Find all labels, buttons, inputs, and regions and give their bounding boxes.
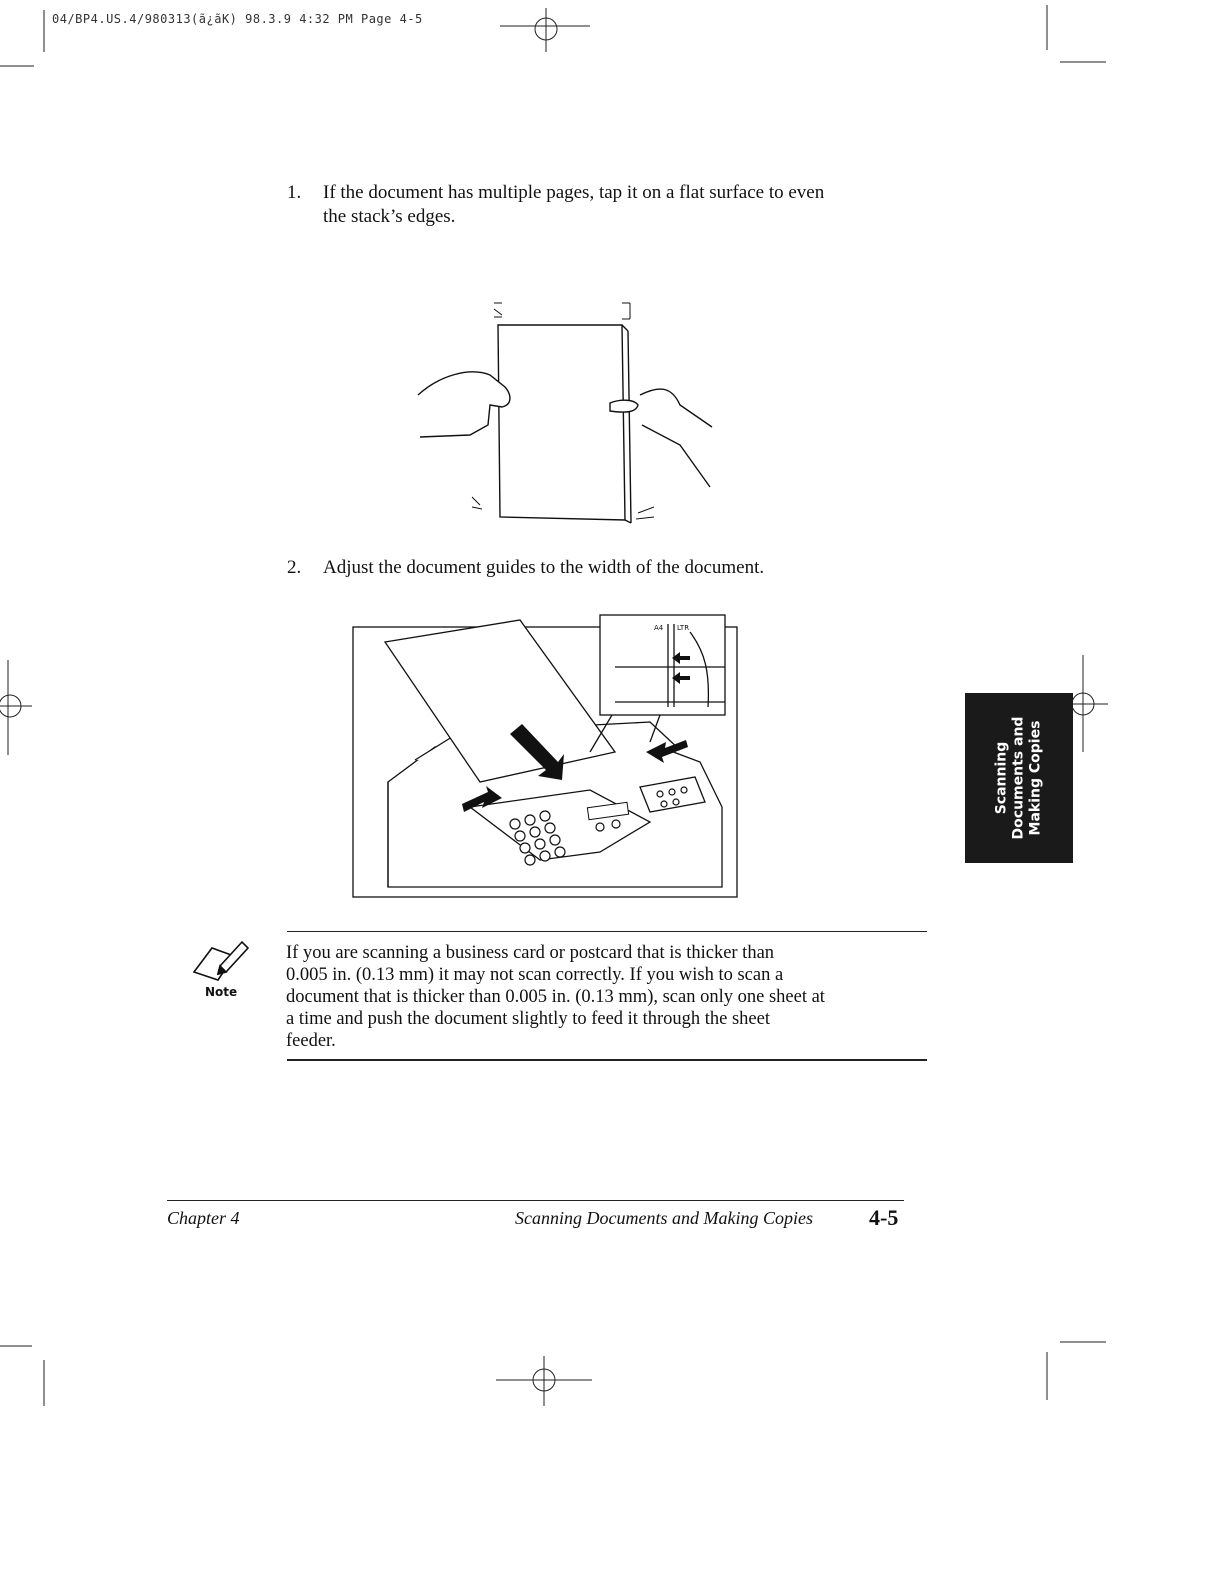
footer-chapter: Chapter 4 xyxy=(167,1208,240,1228)
step-number: 1. xyxy=(287,182,302,203)
note-pencil-icon xyxy=(190,938,252,986)
document-guides-illustration xyxy=(350,612,742,902)
page-number: 4-5 xyxy=(869,1205,899,1230)
note-bottom-rule xyxy=(287,1059,927,1061)
tap-stack-illustration xyxy=(410,295,730,535)
footer-rule xyxy=(167,1200,904,1201)
note-top-rule xyxy=(287,931,927,932)
step-text-line1: Adjust the document guides to the width of the document. xyxy=(323,557,765,578)
footer-section-title: Scanning Documents and Making Copies xyxy=(515,1208,813,1228)
step-text-line2: the stack’s edges. xyxy=(323,206,456,227)
note-line: a time and push the document slightly to feed it through the sheet xyxy=(286,1009,770,1029)
note-label: Note xyxy=(205,985,238,999)
ltr-guide-label: LTR xyxy=(677,624,690,632)
note-line: feeder. xyxy=(286,1031,336,1051)
print-slug: 04/BP4.US.4/980313(ã¿ãK) 98.3.9 4:32 PM Page 4-5 xyxy=(52,12,423,26)
chapter-thumb-tab xyxy=(965,693,1073,863)
note-line: 0.005 in. (0.13 mm) it may not scan correctly. If you wish to scan a xyxy=(286,965,784,985)
step-number: 2. xyxy=(287,557,302,578)
step-text-line1: If the document has multiple pages, tap it on a flat surface to even xyxy=(323,182,825,203)
note-line: document that is thicker than 0.005 in. (0.13 mm), scan only one sheet at xyxy=(286,987,825,1007)
note-body xyxy=(286,942,946,1052)
thumb-tab-label: Scanning Documents and Making Copies xyxy=(993,716,1044,840)
step-1 xyxy=(287,181,927,231)
note-line: If you are scanning a business card or postcard that is thicker than xyxy=(286,943,775,963)
step-2 xyxy=(287,556,927,582)
a4-guide-label: A4 xyxy=(654,624,664,632)
